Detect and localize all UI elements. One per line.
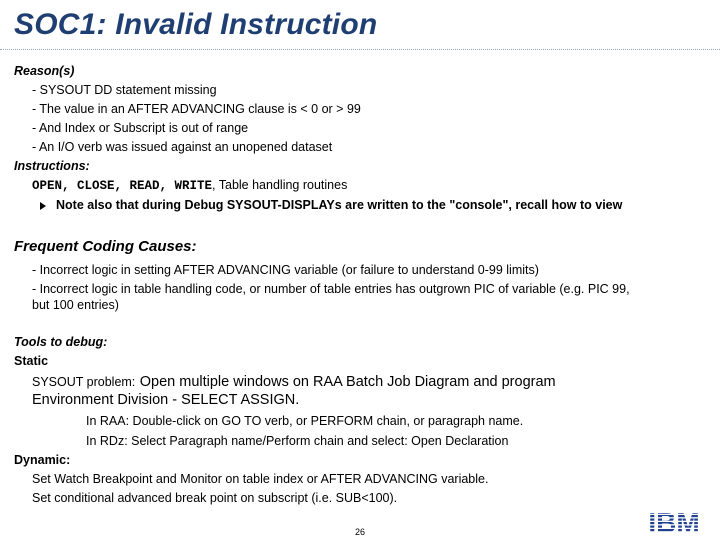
ibm-logo-icon — [636, 508, 712, 536]
reason-item: - And Index or Subscript is out of range — [32, 121, 249, 135]
rdz-instruction: In RDz: Select Paragraph name/Perform chain and select: Open Declaration — [86, 434, 509, 448]
instructions-heading: Instructions: — [14, 159, 90, 173]
reason-item: - SYSOUT DD statement missing — [32, 83, 217, 97]
raa-instruction: In RAA: Double-click on GO TO verb, or PERFORM chain, or paragraph name. — [86, 414, 524, 428]
page-title: SOC1: Invalid Instruction — [14, 8, 378, 41]
sysout-label: SYSOUT problem: — [32, 375, 136, 389]
dynamic-item: Set Watch Breakpoint and Monitor on table index or AFTER ADVANCING variable. — [32, 472, 489, 486]
arrow-right-icon — [40, 202, 46, 210]
cause-item: - Incorrect logic in setting AFTER ADVANCING variable (or failure to understand 0-99 limits) — [32, 263, 539, 277]
cause-item: - Incorrect logic in table handling code, or number of table entries has outgrown PIC of variable (e.g. PIC 99, — [32, 282, 630, 296]
instructions-verbs-suffix: , Table handling routines — [212, 178, 348, 192]
instructions-verbs-line — [32, 176, 347, 196]
tools-heading: Tools to debug: — [14, 335, 108, 349]
reason-item: - The value in an AFTER ADVANCING clause is < 0 or > 99 — [32, 102, 361, 116]
sysout-text: Open multiple windows on RAA Batch Job Diagram and program — [139, 374, 556, 390]
page-number: 26 — [355, 527, 366, 537]
instructions-note-text: Note also that during Debug SYSOUT-DISPLAYs are written to the "console", recall how to view — [56, 198, 623, 212]
cause-item-continuation: but 100 entries) — [32, 298, 119, 312]
sysout-text-continuation: Environment Division - SELECT ASSIGN. — [32, 392, 300, 408]
dynamic-item: Set conditional advanced break point on subscript (i.e. SUB<100). — [32, 491, 398, 505]
tools-static-heading: Static — [14, 354, 49, 368]
reason-item: - An I/O verb was issued against an unopened dataset — [32, 140, 333, 154]
instructions-verbs: OPEN, CLOSE, READ, WRITE — [32, 179, 213, 193]
ibm-logo — [636, 508, 712, 536]
instructions-note — [40, 196, 622, 215]
tools-dynamic-heading: Dynamic: — [14, 453, 71, 467]
reasons-heading: Reason(s) — [14, 64, 75, 78]
title-divider — [0, 49, 720, 50]
sysout-problem — [32, 373, 556, 392]
causes-heading: Frequent Coding Causes: — [14, 238, 197, 255]
